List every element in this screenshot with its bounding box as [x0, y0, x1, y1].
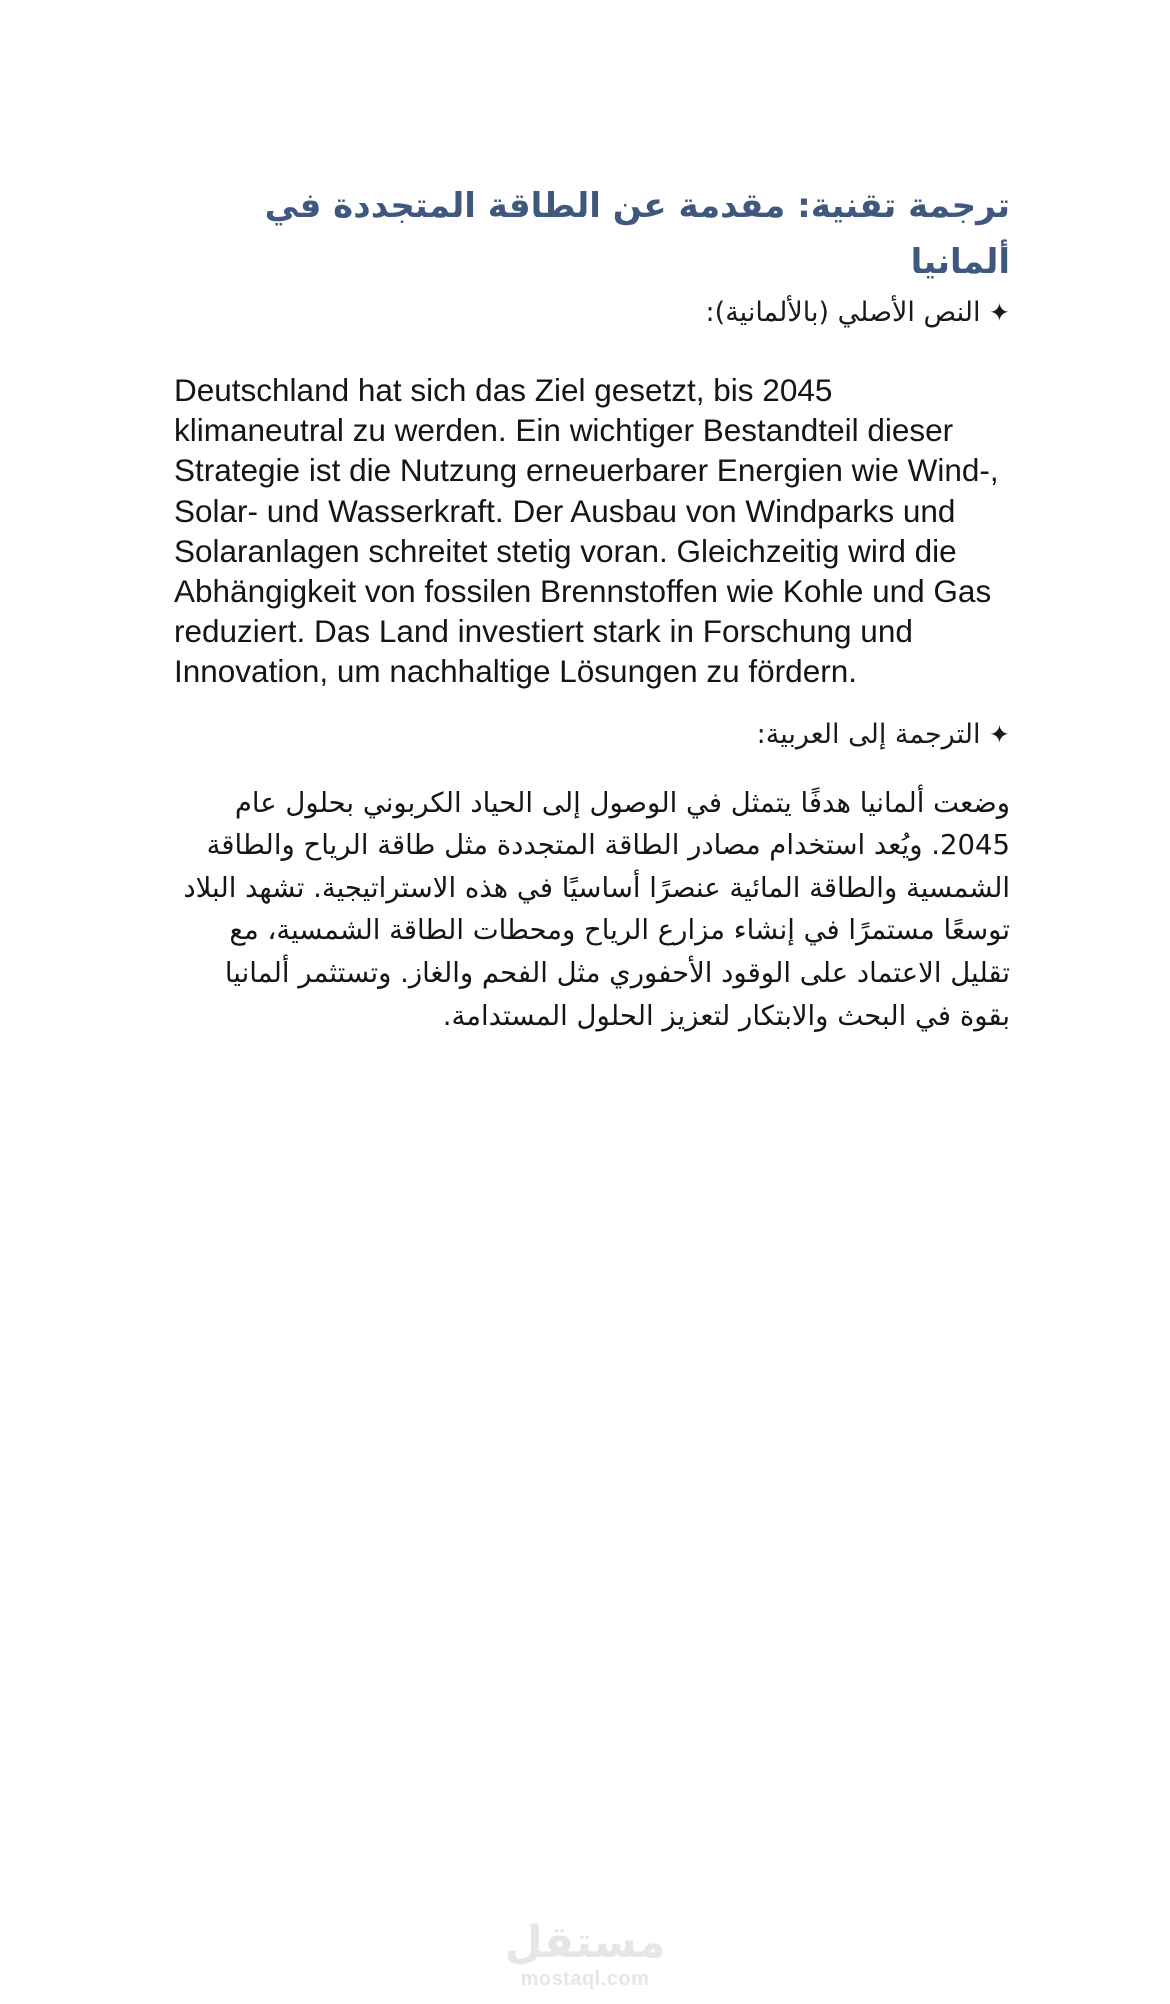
translation-heading [174, 712, 1010, 758]
heading-colon: : [705, 297, 715, 328]
heading-colon: : [756, 718, 766, 750]
arabic-paragraph: وضعت ألمانيا هدفًا يتمثل في الوصول إلى الحياد الكربوني بحلول عام 2045. ويُعد استخدام مصادر الطاقة المتجددة مثل طاقة الرياح والطاقة الشمسية والطاقة المائية عنصرًا أساسيًا في هذه الاستراتيجية. تشهد البلاد توسعًا مستمرًا في إنشاء مزارع الرياح ومحطات الطاقة الشمسية، مع تقليل الاعتماد على الوقود الأحفوري مثل الفحم والغاز. وتستثمر ألمانيا بقوة في البحث والابتكار لتعزيز الحلول المستدامة. [183, 786, 1010, 1032]
translation-heading-label: الترجمة إلى العربية [765, 718, 981, 750]
sparkle-icon: ✦ [989, 719, 1010, 749]
original-text-heading [174, 290, 1010, 336]
watermark-logo: مستقل [504, 1917, 666, 1968]
german-paragraph: Deutschland hat sich das Ziel gesetzt, bis 2045 klimaneutral zu werden. Ein wichtiger Bestandteil dieser Strategie ist die Nutzung erneuerbarer Energien wie Wind-, Solar- und Wasserkraft. Der Ausbau von Windparks und Solaranlagen schreitet stetig voran. Gleichzeitig wird die Abhängigkeit von fossilen Brennstoffen wie Kohle und Gas reduziert. Das Land investiert stark in Forschung und Innovation, um nachhaltige Lösungen zu fördern. [174, 372, 999, 690]
original-text-heading-label: النص الأصلي (بالألمانية) [714, 297, 981, 328]
watermark-url: mostaql.com [520, 1968, 650, 1990]
sparkle-icon: ✦ [989, 298, 1010, 327]
page-title: ترجمة تقنية: مقدمة عن الطاقة المتجددة في ألمانيا [264, 186, 1010, 282]
watermark [0, 1918, 1170, 1990]
document-body [174, 178, 1010, 1037]
